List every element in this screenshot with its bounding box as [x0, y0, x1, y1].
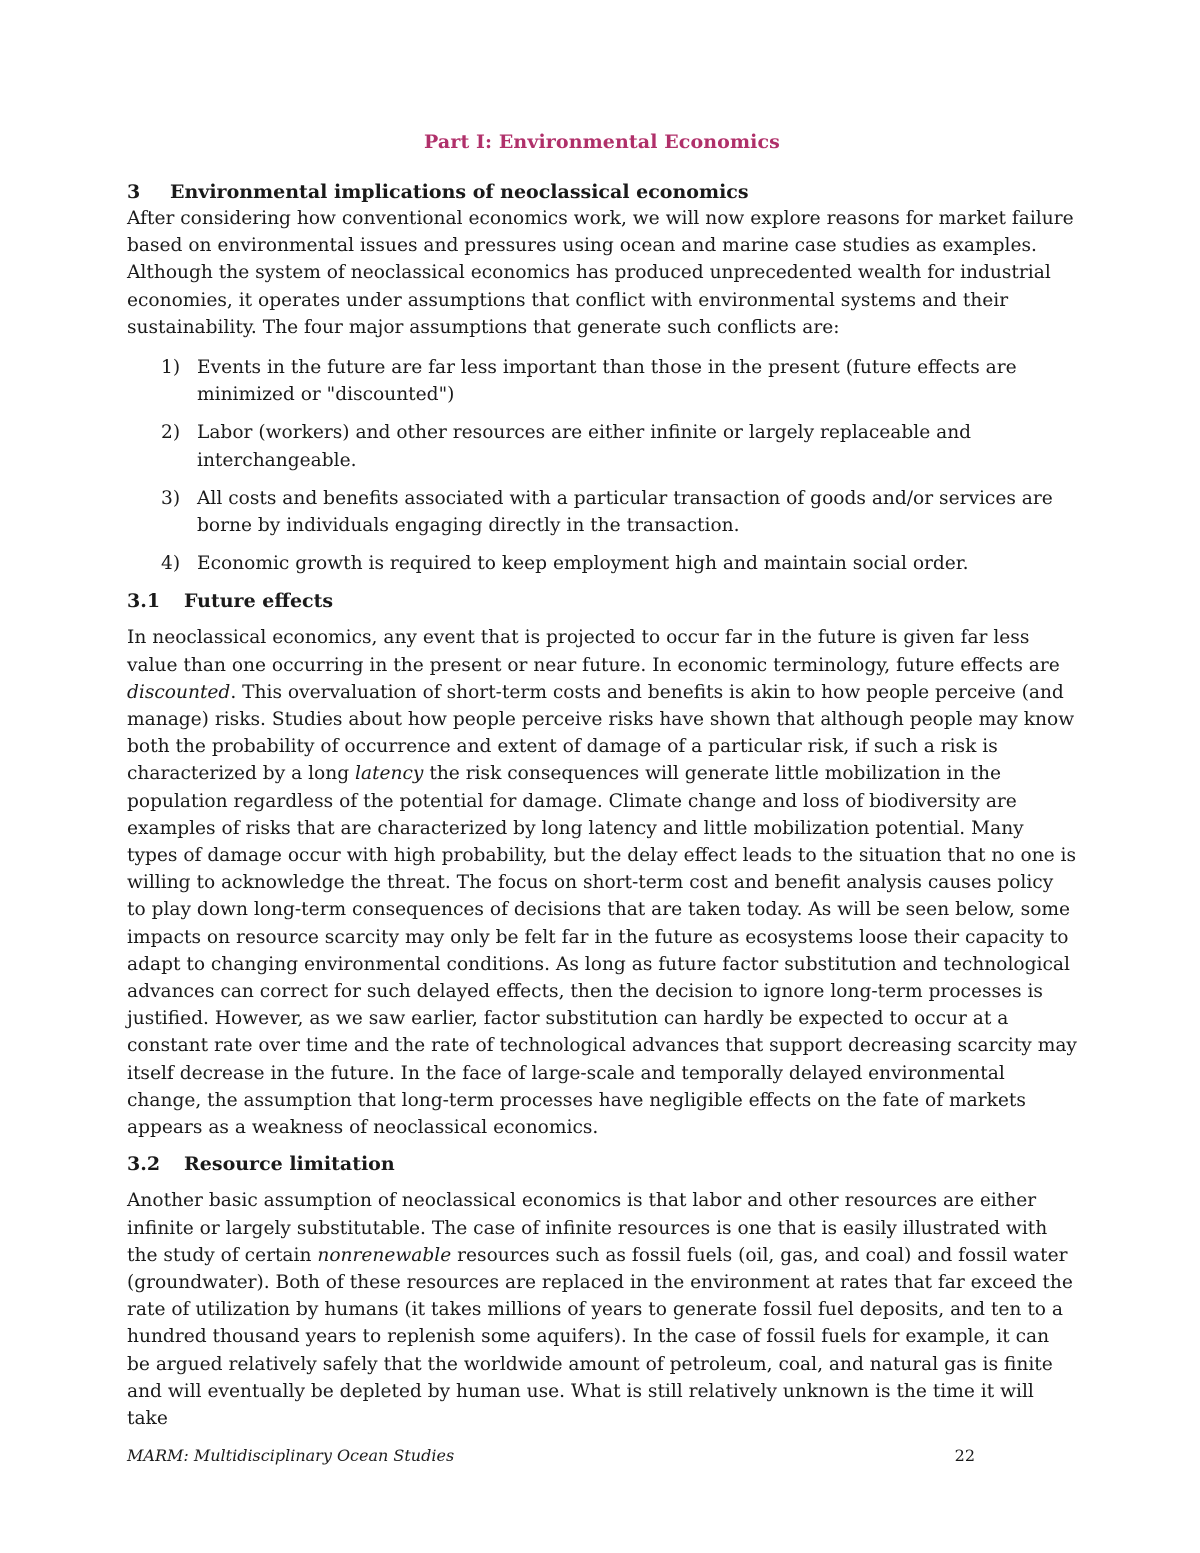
emphasis-latency: latency	[355, 763, 424, 785]
subsection-number: 3.1	[127, 590, 161, 613]
list-item-text: All costs and benefits associated with a particular transaction of goods and/or services are borne by individuals engaging directly in the transaction.	[197, 487, 1053, 537]
intro-paragraph: After considering how conventional economics work, we will now explore reasons for market failure based on environmental issues and pressures using ocean and marine case studies as examples. Although the system of neoclassical economics has produced unprecedented wealth for industrial economies, it operates under assumptions that conflict with environmental systems and their sustainability. The four major assumptions that generate such conflicts are:	[127, 208, 1074, 338]
list-item-text: Economic growth is required to keep employment high and maintain social order.	[197, 553, 969, 575]
section-title: Environmental implications of neoclassical economics	[170, 181, 749, 203]
list-item	[127, 354, 1077, 408]
list-item-text: Labor (workers) and other resources are either infinite or largely replaceable and interchangeable.	[197, 422, 972, 471]
future-effects-paragraph: In neoclassical economics, any event that is projected to occur far in the future is given far less value than one occurring in the present or near future. In economic terminology, future effects are discounted. This overvaluation of short-term costs and benefits is akin to how people perceive (and manage) risks. Studies about how people perceive risks have shown that although people may know both the probability of occurrence and extent of damage of a particular risk, if such a risk is characterized by a long latency the risk consequences will generate little mobilization in the population regardless of the potential for damage. Climate change and loss of biodiversity are examples of risks that are characterized by long latency and little mobilization potential. Many types of damage occur with high probability, but the delay effect leads to the situation that no one is willing to acknowledge the threat. The focus on short-term cost and benefit analysis causes policy to play down long-term consequences of decisions that are taken today. As will be seen below, some impacts on resource scarcity may only be felt far in the future as ecosystems loose their capacity to adapt to changing environmental conditions. As long as future factor substitution and technological advances can correct for such delayed effects, then the decision to ignore long-term processes is justified. However, as we saw earlier, factor substitution can hardly be expected to occur at a constant rate over time and the rate of technological advances that support decreasing scarcity may itself decrease in the future. In the face of large-scale and temporally delayed environmental change, the assumption that long-term processes have negligible effects on the fate of markets appears as a weakness of neoclassical economics.	[127, 627, 1077, 1139]
list-item	[127, 419, 1077, 473]
resource-limitation-paragraph: Another basic assumption of neoclassical economics is that labor and other resources are either infinite or largely substitutable. The case of infinite resources is one that is easily illustrated with the study of certain nonrenewable resources such as fossil fuels (oil, gas, and coal) and fossil water (groundwater). Both of these resources are replaced in the environment at rates that far exceed the rate of utilization by humans (it takes millions of years to generate fossil fuel deposits, and ten to a hundred thousand years to replenish some aquifers). In the case of fossil fuels for example, it can be argued relatively safely that the worldwide amount of petroleum, coal, and natural gas is finite and will eventually be depleted by human use. What is still relatively unknown is the time it will take	[127, 1190, 1073, 1429]
list-marker: 1)	[161, 357, 181, 379]
part-title: Part I: Environmental Economics	[424, 131, 780, 153]
page-number: 22	[954, 1446, 975, 1465]
list-item	[127, 550, 1077, 577]
section-heading	[127, 179, 1077, 205]
list-item-text: Events in the future are far less important than those in the present (future effects are minimized or "discounted")	[197, 357, 1017, 406]
emphasis-nonrenewable: nonrenewable	[317, 1244, 452, 1266]
list-marker: 2)	[161, 422, 181, 444]
subsection-number: 3.2	[127, 1153, 161, 1176]
subsection-heading-future-effects	[127, 588, 1077, 614]
subsection-title: Future effects	[184, 590, 334, 613]
list-item	[127, 485, 1077, 539]
section-number: 3	[127, 181, 141, 203]
list-marker: 4)	[161, 553, 181, 575]
footer-title: MARM: Multidisciplinary Ocean Studies	[127, 1446, 455, 1465]
page-body	[127, 128, 1077, 1432]
assumptions-list	[127, 354, 1077, 577]
list-marker: 3)	[161, 487, 181, 509]
subsection-title: Resource limitation	[184, 1153, 395, 1176]
subsection-heading-resource-limitation	[127, 1151, 1077, 1177]
emphasis-discounted: discounted	[127, 681, 231, 703]
